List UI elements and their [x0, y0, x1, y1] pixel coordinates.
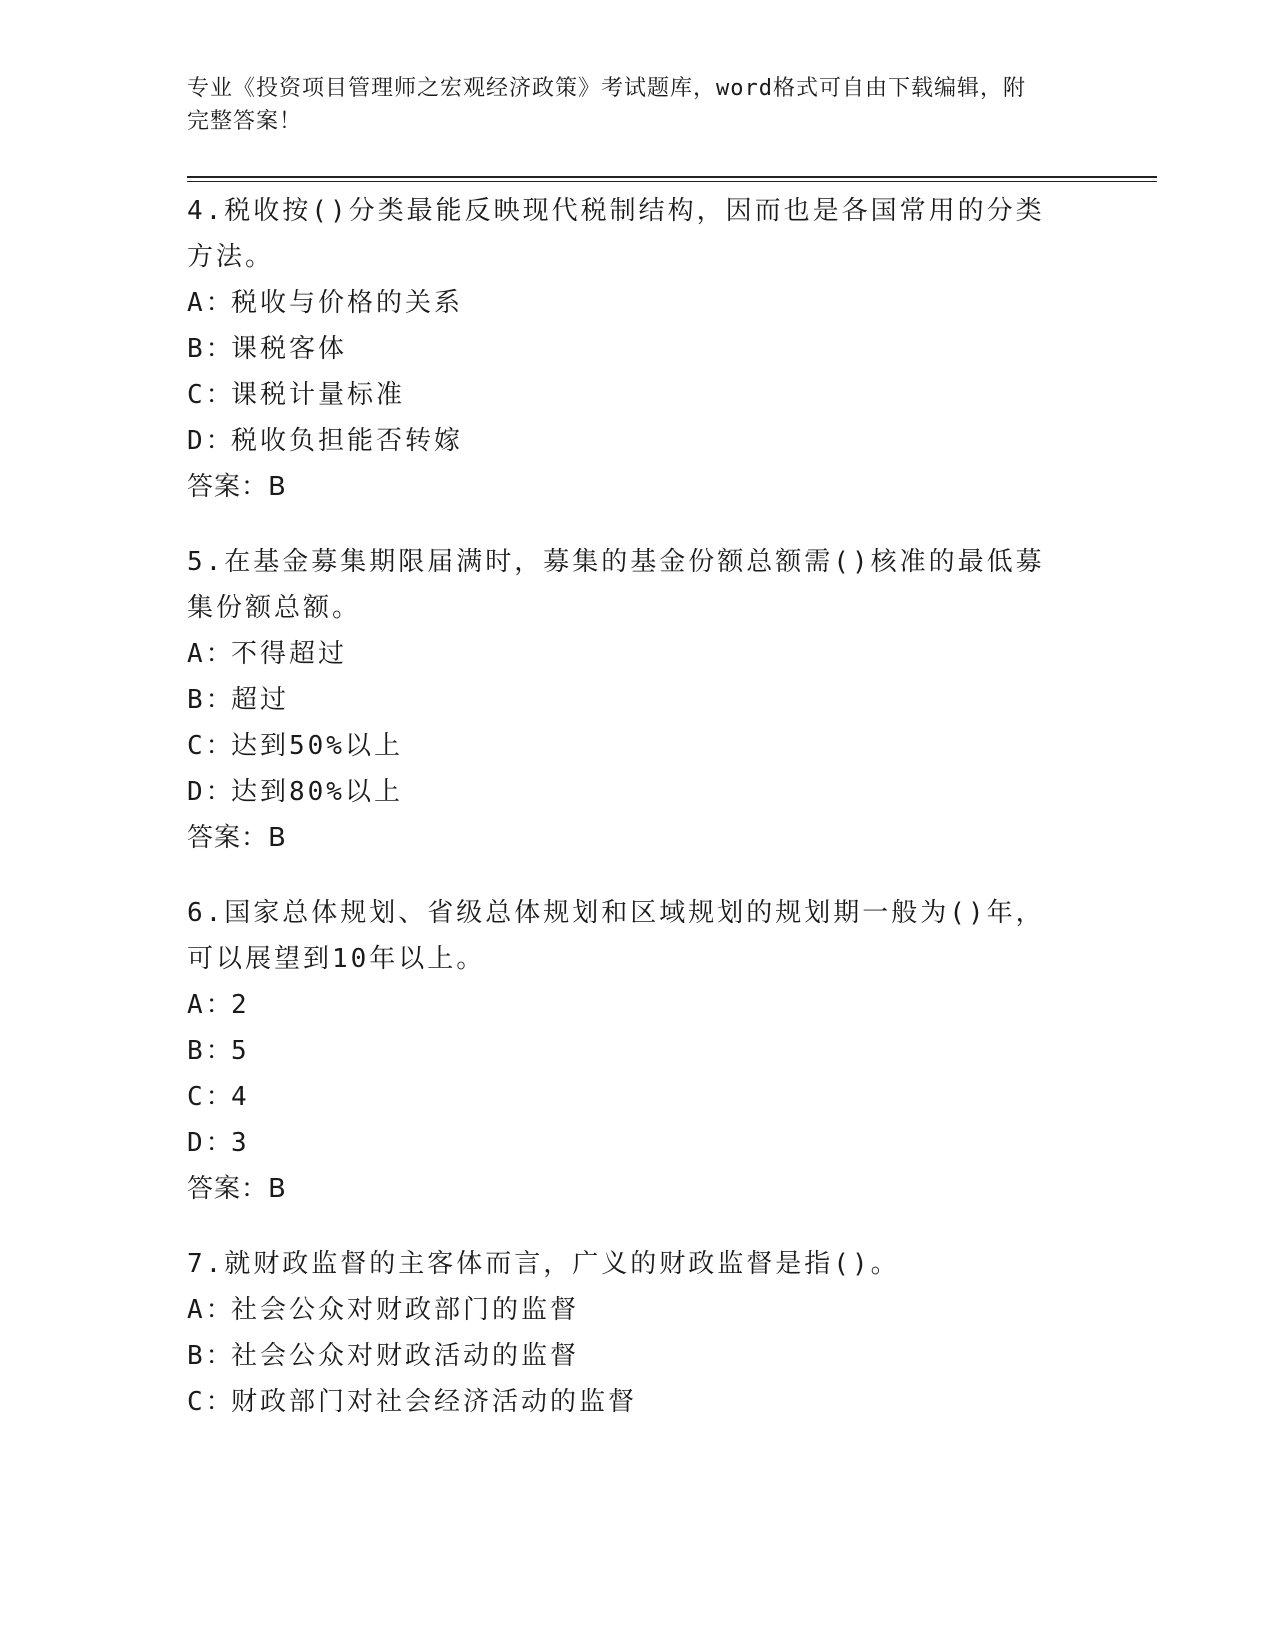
option-c: [187, 1379, 1067, 1425]
option-text: 税收与价格的关系: [231, 288, 464, 318]
option-text: 2: [231, 990, 250, 1020]
option-text: 达到80%以上: [231, 777, 403, 807]
question-list: [187, 188, 1067, 1454]
option-key: A：: [187, 639, 235, 669]
option-text: 5: [231, 1036, 250, 1066]
answer-line: 答案：B: [187, 472, 287, 502]
option-c: [187, 723, 1067, 769]
option-text: 财政部门对社会经济活动的监督: [231, 1387, 638, 1417]
option-text: 社会公众对财政部门的监督: [231, 1295, 580, 1325]
option-key: B：: [187, 1341, 235, 1371]
option-text: 达到50%以上: [231, 731, 403, 761]
option-text: 课税计量标准: [231, 380, 406, 410]
document-intro: 专业《投资项目管理师之宏观经济政策》考试题库，word格式可自由下载编辑，附完整答案！: [187, 76, 1026, 134]
option-text: 超过: [231, 685, 290, 715]
option-b: [187, 326, 1067, 372]
option-c: [187, 372, 1067, 418]
question-5: [187, 539, 1067, 861]
option-b: [187, 1028, 1067, 1074]
question-stem: 4.税收按()分类最能反映现代税制结构，因而也是各国常用的分类方法。: [187, 196, 1045, 272]
document-page: [187, 0, 1157, 1650]
option-key: A：: [187, 990, 235, 1020]
question-stem: 7.就财政监督的主客体而言，广义的财政监督是指()。: [187, 1249, 900, 1279]
option-a: [187, 280, 1067, 326]
option-a: [187, 1287, 1067, 1333]
option-c: [187, 1074, 1067, 1120]
option-b: [187, 677, 1067, 723]
option-text: 课税客体: [231, 334, 348, 364]
option-key: C：: [187, 1387, 235, 1417]
option-a: [187, 631, 1067, 677]
option-d: [187, 418, 1067, 464]
option-a: [187, 982, 1067, 1028]
option-text: 3: [231, 1128, 250, 1158]
option-key: C：: [187, 380, 235, 410]
option-key: D：: [187, 426, 235, 456]
option-text: 税收负担能否转嫁: [231, 426, 464, 456]
option-key: A：: [187, 1295, 235, 1325]
question-stem: 6.国家总体规划、省级总体规划和区域规划的规划期一般为()年，可以展望到10年以上。: [187, 898, 1045, 974]
question-6: [187, 890, 1067, 1212]
option-b: [187, 1333, 1067, 1379]
answer-line: 答案：B: [187, 823, 287, 853]
option-text: 4: [231, 1082, 250, 1112]
question-stem: 5.在基金募集期限届满时，募集的基金份额总额需()核准的最低募集份额总额。: [187, 547, 1045, 623]
option-d: [187, 769, 1067, 815]
option-key: C：: [187, 1082, 235, 1112]
header-divider: [187, 176, 1157, 182]
option-key: B：: [187, 334, 235, 364]
option-key: B：: [187, 685, 235, 715]
option-key: B：: [187, 1036, 235, 1066]
option-key: D：: [187, 777, 235, 807]
option-key: D：: [187, 1128, 235, 1158]
question-4: [187, 188, 1067, 510]
option-text: 不得超过: [231, 639, 348, 669]
option-key: C：: [187, 731, 235, 761]
option-d: [187, 1120, 1067, 1166]
option-text: 社会公众对财政活动的监督: [231, 1341, 580, 1371]
option-key: A：: [187, 288, 235, 318]
answer-line: 答案：B: [187, 1174, 287, 1204]
question-7: [187, 1241, 1067, 1425]
